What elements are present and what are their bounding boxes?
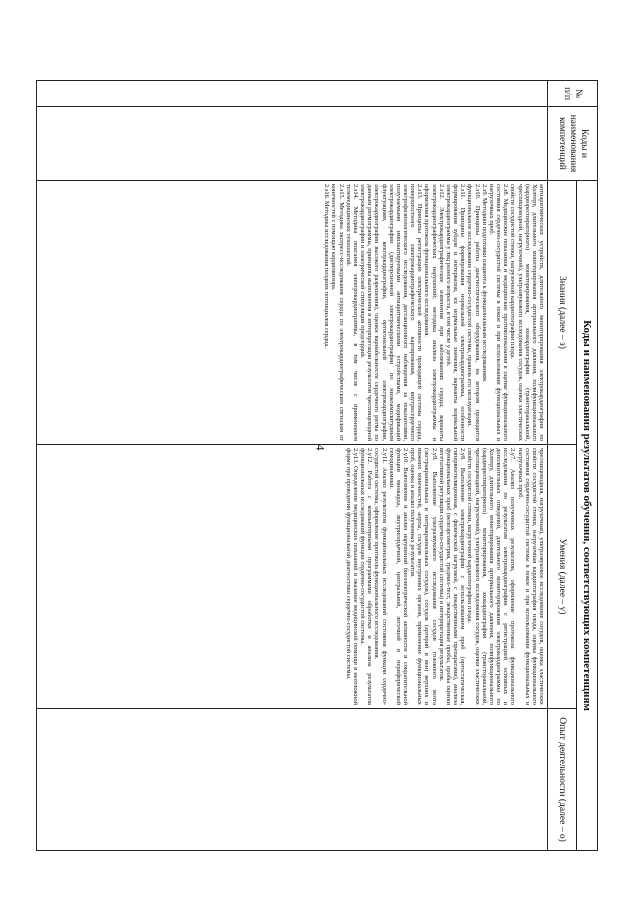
skill-item: 2.у10. Выполнение и анализ нарушений биоэлектрической активности и сократительной функции миокарда, внутрисердечной, центральной, легочной и периферической гемодинамики. <box>387 448 410 705</box>
knowledge-item: 2.з10. Принципы работы диагностического оборудования, на котором проводится функциональное исследование сердечно-сосудистой системы, правила его эксплуатации. <box>466 184 481 441</box>
cell-competency-code <box>37 107 548 181</box>
cell-number <box>37 81 548 107</box>
header-skills: Умения (далее – у) <box>548 445 577 709</box>
competency-table <box>36 80 598 851</box>
knowledge-item: 2.з13. Принципы регистрации электрической активности проводящей системы сердца, поверхностного электрокардиографического картирования, внутрисердечного электрофизиологического исследования, дистанционного наблюдения за показателями, получаемыми имплантируемыми антиаритмическими устройствами, модификаций электрокардиографии (дисперсионной электрокардиографии по низкоамплитудным флуктуациям, векторкардиографии, ортогональной электрокардиографии, электрокардиографии высокого разрешения), оценки вариабельности сердечного ритма по данным ритмограммы, принципы выполнения и интерпретации результатов чреспищеводной электрокардиографии и электрической стимуляции предсердий. <box>359 184 424 441</box>
cell-experience <box>37 709 548 851</box>
skills-list <box>345 448 545 705</box>
knowledge-item: 2.з16. Методика исследования поздних потенциалов сердца. <box>323 184 331 348</box>
skill-item: чреспищеводная, нагрузочная), ультразвуковое исследование сосудов, оценка эластических свойств сосудистой стенки, нагрузочная кардиотография плода, оценка функционального состояния сердечно-сосудистой системы в покое и при использовании функциональных и нагрузочных проб. <box>516 448 545 705</box>
skill-item: 2.у9. Выполнение ультразвукового исследования сосудов головного мозга (экстракраниальных и интракраниальных сосудов), сосудов (артерий и вен) верхних и нижних конечностей, аорты, сосудов внутренних органов, применение функциональных проб, оценка и анализ полученных результатов. <box>409 448 438 705</box>
knowledge-item: 2.з8. Медицинские показания и медицинские противопоказания к оценке функционального состояния сердечно-сосудистой системы в покое и при использовании функциональных и нагрузочных проб. <box>487 184 510 441</box>
knowledge-item: 2.з14. Методика описания электрокардиограммы, в том числе с применением телемедицинских технологий. <box>344 184 359 441</box>
knowledge-item: 2.з9. Методики подготовки пациента к функциональным исследованиям. <box>480 184 488 383</box>
rotated-table-container <box>36 80 598 850</box>
knowledge-item: 2.з12. Электрокардиографические изменения при заболеваниях сердца; варианты электрокардиографических нарушений; методика анализа электрокардиограммы и оформления протокола функционального исследования. <box>423 184 445 441</box>
header-results-group: Коды и наименования результатов обучения, соответствующих компетенциям <box>577 181 598 851</box>
header-knowledge: Знания (далее – з) <box>548 181 577 445</box>
header-number: № п/п <box>548 81 598 107</box>
skill-item: 2.у11. Анализ результатов функциональных исследований состояния функции сердечно-сосудистой системы, оформление протокола функционального исследования. <box>373 448 388 705</box>
knowledge-item: 2.з15. Методика экспресс-исследования сердца по электрокардиографическим сигналам от конечностей с помощью кардиовизора. <box>330 184 345 441</box>
cell-knowledge <box>37 181 548 445</box>
knowledge-list <box>323 184 545 441</box>
skill-item: 2.у12. Работа с компьютерными программами обработки и анализа результатов функциональных исследований функции сердечно-сосудистой системы. <box>359 448 374 705</box>
skill-item: 2.у13. Определение медицинских показаний и оказание медицинской помощи в неотложной форме при проведении функциональной диагностики сердечно-сосудистой системы. <box>344 448 359 705</box>
skill-item: 2.у7. Анализ полученных результатов, оформление протокола функционального исследования по результатам электрокардиографии с регистрацией основных и дополнительных отведений, длительного мониторирования электрокардиограммы по Холтеру, длительного мониторирования артериального давления, полифункционального (кардиореспираторного) мониторирования, эхокардиографии (трансторакальной, чреспищеводной, нагрузочной), ультразвукового исследования сосудов, оценки эластических свойств сосудистой стенки, нагрузочной кардиотографии плода. <box>466 448 517 705</box>
knowledge-item: 2.з11. Принципы формирования нормальной электрокардиограммы, особенности формирования зубцов и интервалов, их нормальные значения, варианты нормальной электрокардиограммы у лиц разного возраста, в том числе у детей. <box>444 184 467 441</box>
knowledge-item: антиаритмических устройств, длительного мониторирования электрокардиографии по Холтеру, длительного мониторирования артериального давления, полифункционального (кардиореспираторного) мониторирования, эхокардиографии (трансторакальной, чреспищеводной, нагрузочной), ультразвукового исследования сосудов, оценки эластических свойств сосудистой стенки, нагрузочной кардиотографии плода. <box>509 184 545 441</box>
skill-item: 2.у8. Выполнение электрокардиографии с использованием проб (ортостатическая, гипервентиляционная, с физической нагрузкой, с лекарственными препаратами), анализа функциональных проб (велоэргометрия, тредмил-тест, лекарственные пробы, пробы оценки вегетативной регуляции сердечно-сосудистой системы) и интерпретация результатов. <box>437 448 467 705</box>
cell-skills <box>37 445 548 709</box>
header-experience: Опыт деятельности (далее – о) <box>548 709 577 851</box>
page-number: 4 <box>313 444 328 451</box>
header-competency-code: Коды и наименования компетенций <box>548 107 598 181</box>
